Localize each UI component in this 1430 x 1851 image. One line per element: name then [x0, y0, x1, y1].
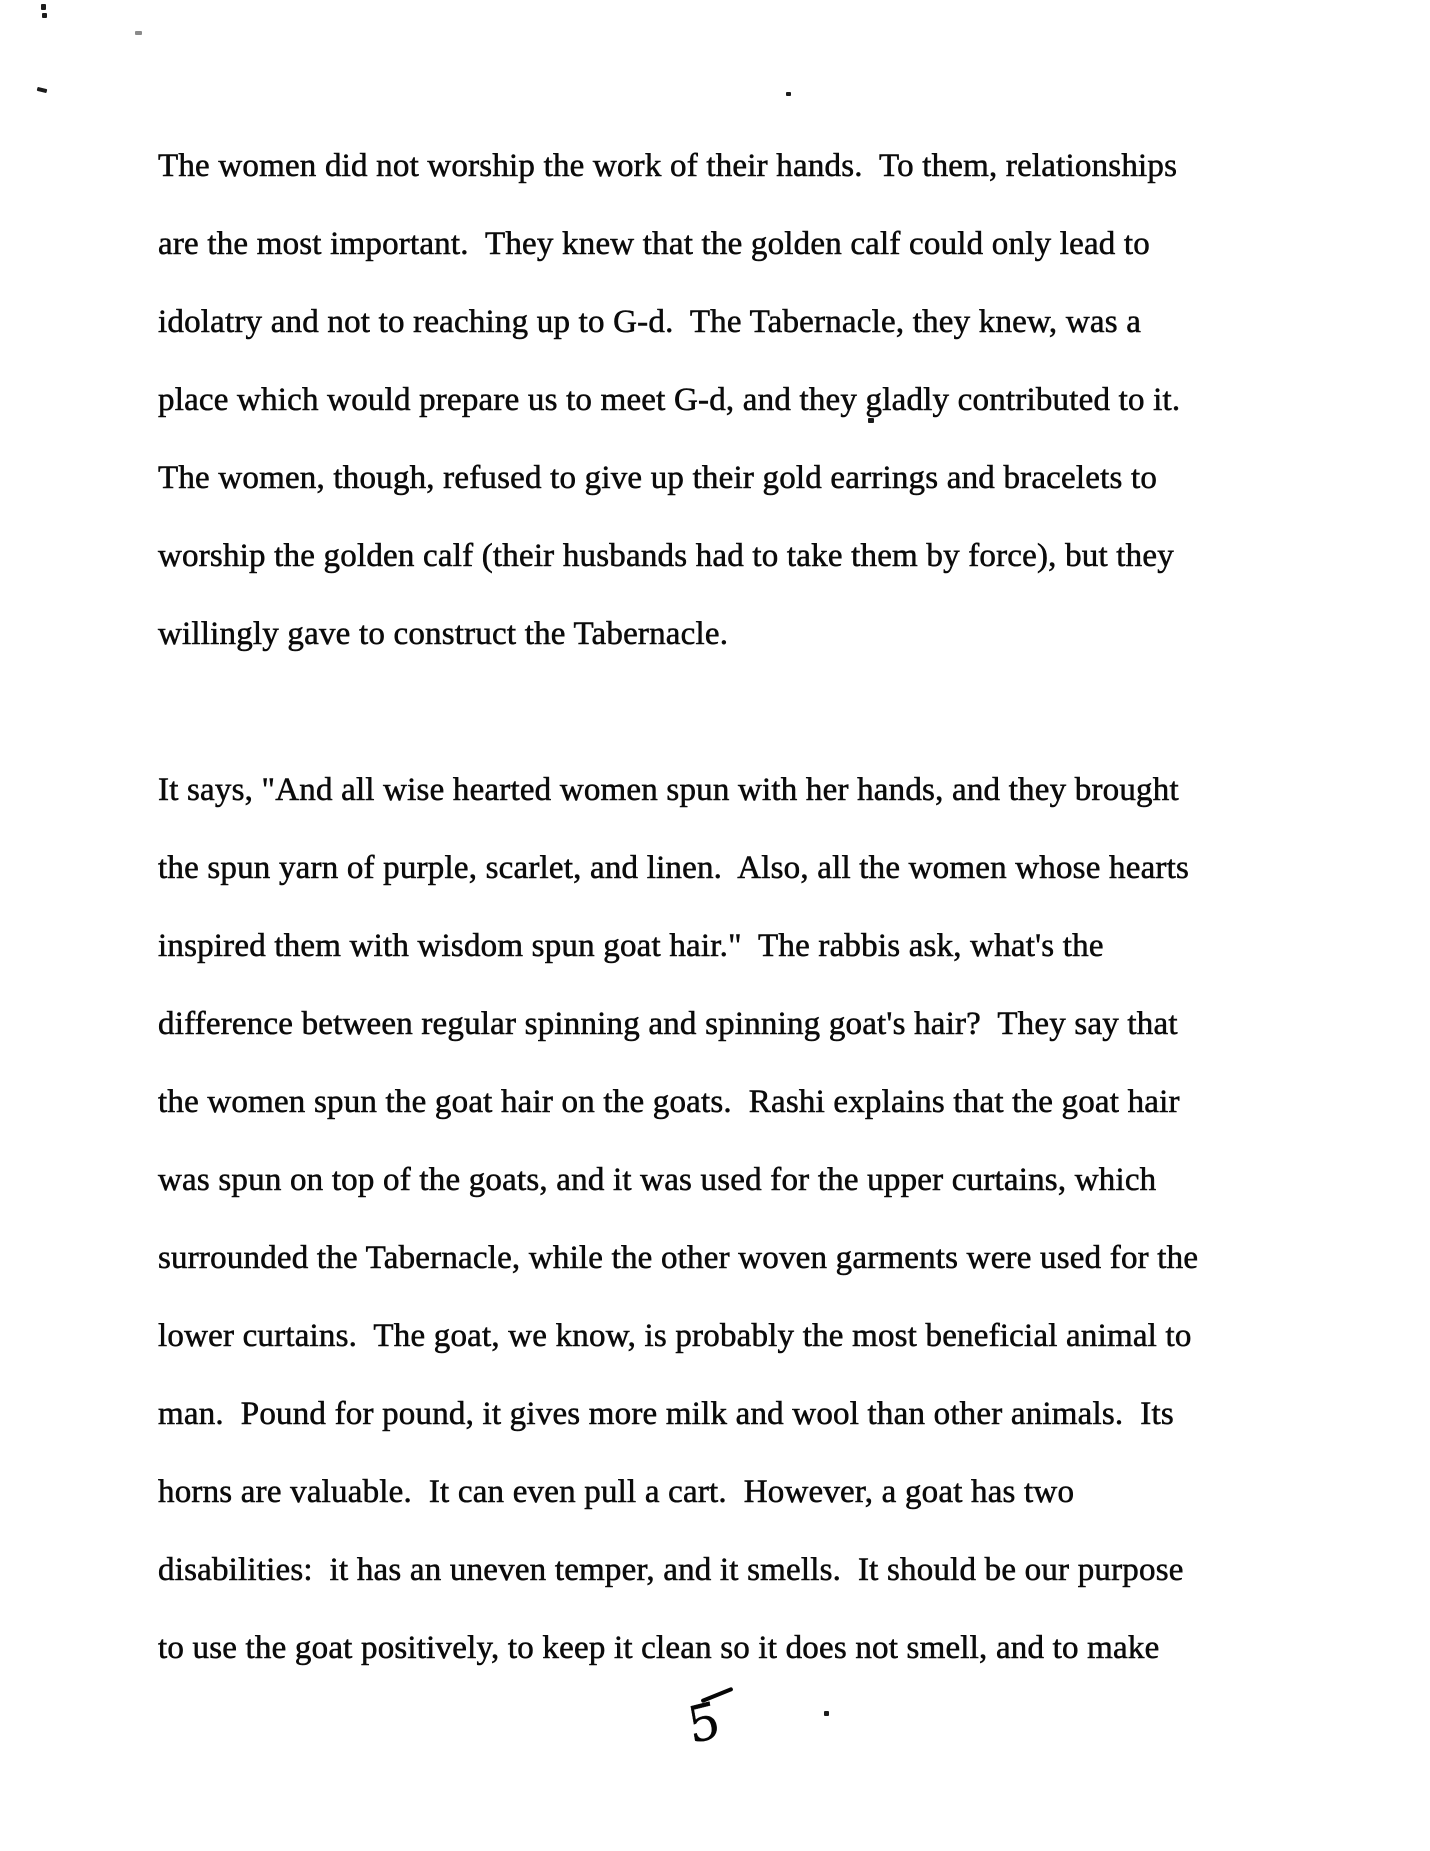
text-line: the women spun the goat hair on the goats. Rashi explains that the goat hair — [158, 1084, 1180, 1120]
text-line: was spun on top of the goats, and it was used for the upper curtains, which — [158, 1162, 1157, 1198]
text-line: inspired them with wisdom spun goat hair." The rabbis ask, what's the — [158, 928, 1104, 964]
text-line: willingly gave to construct the Tabernacle. — [158, 616, 729, 652]
scan-speck — [37, 87, 48, 93]
text-line: are the most important. They knew that the golden calf could only lead to — [158, 226, 1151, 262]
paragraph-gap — [158, 673, 1398, 751]
text-line: The women, though, refused to give up their gold earrings and bracelets to — [158, 460, 1158, 496]
text-line: the spun yarn of purple, scarlet, and linen. Also, all the women whose hearts — [158, 850, 1190, 886]
text-line: It says, "And all wise hearted women spun with her hands, and they brought — [158, 772, 1179, 808]
scan-speck — [786, 92, 791, 96]
text-line: worship the golden calf (their husbands had to take them by force), but they — [158, 538, 1174, 574]
page-number: 5 — [683, 1690, 725, 1756]
text-line: surrounded the Tabernacle, while the other woven garments were used for the — [158, 1240, 1199, 1276]
text-line: to use the goat positively, to keep it clean so it does not smell, and to make — [158, 1630, 1160, 1666]
scan-speck — [135, 31, 142, 35]
scan-speck — [824, 1711, 829, 1716]
scan-speck — [42, 13, 47, 18]
text-line: The women did not worship the work of their hands. To them, relationships — [158, 148, 1178, 184]
text-line: place which would prepare us to meet G-d, and they gladly contributed to it. — [158, 382, 1181, 418]
text-line: man. Pound for pound, it gives more milk and wool than other animals. Its — [158, 1396, 1174, 1432]
text-line: difference between regular spinning and spinning goat's hair? They say that — [158, 1006, 1178, 1042]
text-line: lower curtains. The goat, we know, is probably the most beneficial animal to — [158, 1318, 1192, 1354]
body-text — [158, 127, 1398, 1687]
text-line: disabilities: it has an uneven temper, and it smells. It should be our purpose — [158, 1552, 1184, 1588]
text-line: horns are valuable. It can even pull a cart. However, a goat has two — [158, 1474, 1075, 1510]
text-line: idolatry and not to reaching up to G-d. The Tabernacle, they knew, was a — [158, 304, 1142, 340]
scan-speck — [41, 4, 46, 10]
